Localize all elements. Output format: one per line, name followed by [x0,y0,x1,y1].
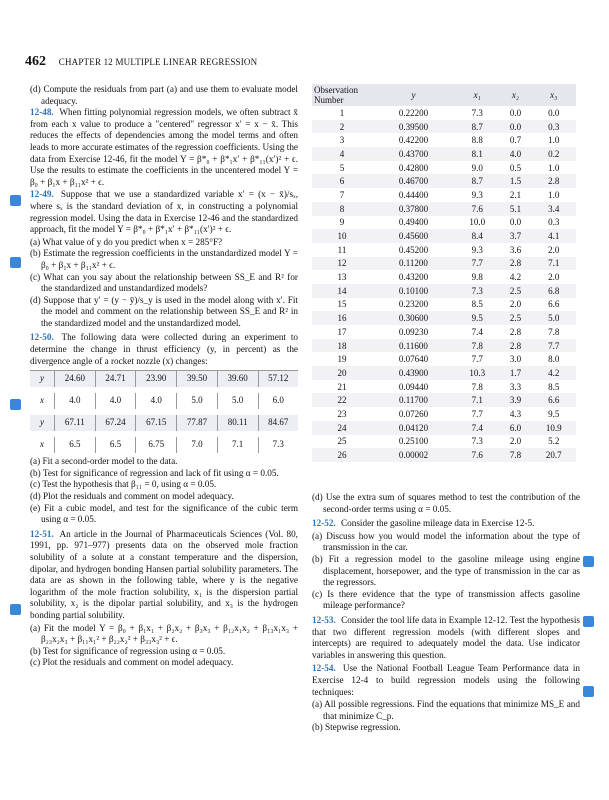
table-cell: 6 [312,174,372,188]
table-cell: 3.9 [500,393,532,407]
table-row [312,270,576,284]
exercise-marker-icon[interactable] [10,399,21,410]
table-cell: 0.42200 [372,133,455,147]
table-cell: 2.8 [500,257,532,271]
table-cell: 7.6 [455,448,500,462]
page-number: 462 [25,54,46,69]
table-row [312,284,576,298]
table-cell: 4.2 [500,270,532,284]
table-row [312,435,576,449]
table-cell: 3.3 [500,380,532,394]
table-cell: 3.4 [531,202,576,216]
table-cell: 9.3 [455,243,500,257]
exercise-marker-icon[interactable] [10,257,21,268]
table-cell: 0.43200 [372,270,455,284]
table-cell: 0.43700 [372,147,455,161]
exercise-item: (b) Test for significance of regression using α = 0.05. [30,645,226,656]
table-row [312,421,576,435]
table-cell: 0.0 [531,106,576,120]
exercise-number: 12-54. [312,663,336,674]
table-cell: 6.0 [258,393,298,409]
table-cell: 8.4 [455,229,500,243]
table-cell: 0.2 [531,147,576,161]
table-cell: 9.8 [455,270,500,284]
exercise-text: Use the National Football League Team Performance data in Exercise 12-4 to build regression models using the following techniques: [312,663,581,697]
table-cell: 7.3 [455,106,500,120]
table-cell: 5.0 [177,393,218,409]
table-row [312,311,576,325]
table-row [312,188,576,202]
exercise-item: (a) Discuss how you would model the information about the type of transmission in the car. [312,530,580,553]
table-cell: 2.8 [500,339,532,353]
exercise-text: The following data were collected during an experiment to determine the change in thrust efficiency (y, in percent) as the divergence angle of a rocket nozzle (x) changes: [30,332,299,366]
table-row [312,298,576,312]
exercise-text: Suppose that we use a standardized variable x′ = (x − x̄)/sₓ, where sₓ is the standard deviation of x, in constructing a polynomial regression model. Using the data in Exercise 12-46 and the standardized approach, fit the model Y = β*₀ + β*₁x′ + β*₁₁(x′)² + ϵ. [30,189,299,235]
table-cell: 11 [312,243,372,257]
table-cell: 3.7 [500,229,532,243]
column-header: Observation Number [312,84,372,106]
table-row [30,415,298,431]
table-cell: 0.46700 [372,174,455,188]
table-cell: 24.71 [95,371,136,388]
column-header: x₁ [455,84,500,106]
column-header: x₃ [531,84,576,106]
exercise-marker-icon[interactable] [10,195,21,206]
table-cell: 14 [312,284,372,298]
table-cell: 6.8 [531,284,576,298]
table-cell: 13 [312,270,372,284]
exercise-item: (b) Stepwise regression. [312,722,401,733]
table-cell: 4.3 [500,407,532,421]
table-cell: 1 [312,106,372,120]
table-row [312,133,576,147]
table-cell: 0.22200 [372,106,455,120]
exercise-12-53 [312,615,580,661]
table-row [312,393,576,407]
table-row [312,243,576,257]
table-cell: 7.8 [455,339,500,353]
left-column [30,84,298,669]
table-cell: 0.11600 [372,339,455,353]
table-cell: 0.11200 [372,257,455,271]
table-row [312,352,576,366]
table-cell: 10.9 [531,421,576,435]
table-cell: 7.8 [531,325,576,339]
table-cell: 19 [312,352,372,366]
table-cell: 23 [312,407,372,421]
exercise-number: 12-52. [312,518,336,529]
table-cell: 77.87 [177,415,218,431]
exercise-item: (c) Plot the residuals and comment on model adequacy. [30,657,234,668]
table-cell: 7.0 [177,437,218,453]
table-cell: 20 [312,366,372,380]
table-cell: 10 [312,229,372,243]
table-cell: 7.3 [455,435,500,449]
table-cell: 7.1 [455,393,500,407]
table-cell: 0.10100 [372,284,455,298]
table-cell: 7.3 [455,284,500,298]
table-cell: 8.0 [531,352,576,366]
table-row [312,174,576,188]
table-cell: 6.5 [95,437,136,453]
table-cell: 0.7 [500,133,532,147]
table-cell: 7.7 [455,257,500,271]
table-cell: 57.12 [258,371,298,388]
table-cell: 39.60 [217,371,258,388]
table-cell: 7.1 [217,437,258,453]
exercise-text: An article in the Journal of Pharmaceuticals Sciences (Vol. 80, 1991, pp. 971–977) presents data on the observed mole fraction solubility of a solute at a constant temperature and the dispersion, dipolar, and hydrogen bonding Hansen partial solubility parameters. The data are as shown in the following table, where y is the negative logarithm of the mole fraction solubility, x₁ is the dispersion partial solubility, x₂ is the dipolar partial solubility, and x₃ is the hydrogen bonding partial solubility. [30,528,298,620]
table-row [312,161,576,175]
table-cell: 5.0 [217,393,258,409]
table-cell: 23.90 [136,371,177,388]
table-cell: 0.30600 [372,311,455,325]
table-row [312,380,576,394]
exercise-number: 12-48. [30,107,54,118]
table-cell: 0.5 [500,161,532,175]
exercise-item: (a) What value of y do you predict when x = 285°F? [30,236,223,247]
table-row [312,339,576,353]
table-cell: 9 [312,216,372,230]
exercise-marker-icon[interactable] [10,604,21,615]
table-cell: y [30,371,55,388]
table-cell: 0.3 [531,120,576,134]
table-cell: 0.07640 [372,352,455,366]
table-cell: 3.0 [500,352,532,366]
solubility-data-table [312,84,576,462]
table-cell: 6.0 [500,421,532,435]
table-cell: 2.0 [531,243,576,257]
table-cell: 2 [312,120,372,134]
table-cell: 5.2 [531,435,576,449]
table-cell: 3.6 [500,243,532,257]
table-cell: 8.8 [455,133,500,147]
table-cell: 0.23200 [372,298,455,312]
table-cell: 6.6 [531,298,576,312]
table-cell: 80.11 [217,415,258,431]
table-cell: 9.5 [455,311,500,325]
table-cell: 8.5 [531,380,576,394]
table-cell: 3 [312,133,372,147]
thrust-data-table [30,370,298,453]
exercise-marker-icon[interactable] [583,686,594,697]
table-row [312,216,576,230]
table-cell: 0.0 [500,120,532,134]
right-column [312,492,580,734]
table-cell: 0.09230 [372,325,455,339]
table-cell: 25 [312,435,372,449]
table-body [312,106,576,462]
table-cell: 0.45200 [372,243,455,257]
table-cell: 4.2 [531,366,576,380]
table-row [312,257,576,271]
exercise-item: (a) Fit a second-order model to the data. [30,456,178,467]
table-cell: 0.09440 [372,380,455,394]
exercise-text: When fitting polynomial regression models, we often subtract x̄ from each x value to produce a "centered" regressor x′ = x − x̄. This reduces the effects of dependencies among the model terms and often leads to more accurate estimates of the regression coefficients. Using the data from Exercise 12-46, fit the model Y = β*₀ + β*₁x′ + β*₁₁(x′)² + ϵ. Use the results to estimate the coefficients in the uncentered model Y = β₀ + β₁x + β₁₁x² + ϵ. [30,107,298,187]
table-cell: 18 [312,339,372,353]
table-cell: 6.5 [55,437,96,453]
table-row [312,229,576,243]
chapter-title: CHAPTER 12 MULTIPLE LINEAR REGRESSION [58,57,258,67]
table-cell: 0.39500 [372,120,455,134]
table-cell: 0.11700 [372,393,455,407]
exercise-item: (a) Fit the model Y = β₀ + β₁x₁ + β₂x₂ + β₃x₃ + β₁₂x₁x₂ + β₁₃x₁x₃ + β₂₃x₂x₃ + β₁₁x₁² + β₂₂x₂² + β₃₃x₃² + ϵ. [30,622,298,645]
table-cell: 7.1 [531,257,576,271]
table-cell: 0.07260 [372,407,455,421]
exercise-number: 12-49. [30,189,54,200]
table-cell: 7.4 [455,421,500,435]
table-row [30,393,298,409]
table-cell: 10.3 [455,366,500,380]
table-cell: 7.7 [455,352,500,366]
exercise-text: Consider the tool life data in Example 12-12. Test the hypothesis that two different regression models (with different slopes and intercepts) are required to adequately model the data. Use indicator variables in answering this question. [312,614,580,660]
table-cell: 4 [312,147,372,161]
table-cell: 5.1 [500,202,532,216]
exercise-marker-icon[interactable] [583,616,594,627]
table-cell: y [30,415,55,431]
exercise-item: (b) Fit a regression model to the gasoline mileage using engine displacement, horsepower, and the type of transmission in the car as the regressors. [312,553,580,588]
table-header-row [312,84,576,106]
exercise-item: (d) Use the extra sum of squares method to test the contribution of the second-order terms using α = 0.05. [312,492,580,514]
exercise-number: 12-53. [312,614,336,625]
exercise-item: (a) All possible regressions. Find the equations that minimize MS_E and that minimize C_p. [312,699,580,721]
table-cell: 0.45600 [372,229,455,243]
table-row [312,120,576,134]
table-cell: 24.60 [55,371,96,388]
column-header: x₂ [500,84,532,106]
table-cell: 1.0 [531,133,576,147]
exercise-12-54 [312,663,580,698]
page-header [25,54,257,70]
table-cell: x [40,395,44,406]
table-cell: 8.5 [455,298,500,312]
exercise-12-49 [30,189,298,235]
table-cell: 2.1 [500,188,532,202]
table-row [312,106,576,120]
table-cell: 0.04120 [372,421,455,435]
table-cell: 67.24 [95,415,136,431]
table-cell: 5 [312,161,372,175]
table-cell: 9.3 [455,188,500,202]
table-cell: 16 [312,311,372,325]
table-cell: 8.1 [455,147,500,161]
table-cell: 20.7 [531,448,576,462]
table-cell: 2.5 [500,311,532,325]
exercise-text: Consider the gasoline mileage data in Exercise 12-5. [341,518,535,529]
exercise-item: (d) Suppose that y′ = (y − ȳ)/s_y is used in the model along with x′. Fit the model and comment on the relationship between SS_E and R² in the standardized model and the unstandardized model. [30,294,298,328]
table-cell: 39.50 [177,371,218,388]
table-row [30,371,298,388]
table-row [312,325,576,339]
table-row [312,407,576,421]
exercise-item: (c) Is there evidence that the type of transmission affects gasoline mileage performance? [312,588,580,611]
exercise-marker-icon[interactable] [583,556,594,567]
table-row [30,437,298,453]
exercise-item: (e) Fit a cubic model, and test for the significance of the cubic term using α = 0.05. [30,502,298,525]
table-cell: 0.42800 [372,161,455,175]
table-cell: 7 [312,188,372,202]
table-cell: 0.00002 [372,448,455,462]
table-cell: 7.6 [455,202,500,216]
table-cell: 1.0 [531,161,576,175]
table-cell: 67.15 [136,415,177,431]
exercise-12-48 [30,107,298,188]
table-cell: 0.3 [531,216,576,230]
table-cell: 6.75 [136,437,177,453]
table-cell: 9.0 [455,161,500,175]
table-cell: 2.8 [500,325,532,339]
exercise-12-52 [312,518,580,530]
table-row [312,366,576,380]
table-cell: 17 [312,325,372,339]
table-cell: 4.0 [500,147,532,161]
exercise-item: (b) Estimate the regression coefficients in the unstandardized model Y = β₀ + β₁x + β₁₁x² + ϵ. [30,248,298,270]
exercise-12-51 [30,529,298,622]
exercise-item: (c) What can you say about the relationship between SS_E and R² for the standardized and unstandardized models? [30,271,298,294]
exercise-12-50 [30,332,298,367]
exercise-number: 12-51. [30,528,54,539]
table-cell: 1.7 [500,366,532,380]
exercise-item: (d) Compute the residuals from part (a) and use them to evaluate model adequacy. [30,84,298,106]
table-row [312,202,576,216]
table-cell: 7.4 [455,325,500,339]
table-cell: 2.0 [531,270,576,284]
table-cell: 0.49400 [372,216,455,230]
table-cell: 5.0 [531,311,576,325]
table-cell: 4.0 [95,393,136,409]
table-cell: 10.0 [455,216,500,230]
table-cell: 2.0 [500,298,532,312]
table-row [312,448,576,462]
table-cell: 9.5 [531,407,576,421]
table-cell: 1.5 [500,174,532,188]
table-cell: 0.44400 [372,188,455,202]
table-cell: 26 [312,448,372,462]
table-cell: 0.25100 [372,435,455,449]
table-cell: 4.1 [531,229,576,243]
exercise-item: (b) Test for significance of regression and lack of fit using α = 0.05. [30,467,279,478]
table-cell: 15 [312,298,372,312]
table-cell: 1.0 [531,188,576,202]
table-cell: 8.7 [455,174,500,188]
table-cell: 7.7 [455,407,500,421]
table-cell: 7.3 [258,437,298,453]
table-cell: 0.37800 [372,202,455,216]
exercise-item: (d) Plot the residuals and comment on model adequacy. [30,491,234,502]
table-cell: 7.8 [500,448,532,462]
table-cell: 0.0 [500,216,532,230]
table-row [312,147,576,161]
table-cell: 84.67 [258,415,298,431]
table-cell: x [40,439,44,450]
table-cell: 0.43900 [372,366,455,380]
table-cell: 7.8 [455,380,500,394]
table-cell: 8.7 [455,120,500,134]
table-cell: 21 [312,380,372,394]
table-cell: 12 [312,257,372,271]
table-cell: 8 [312,202,372,216]
table-cell: 6.6 [531,393,576,407]
table-cell: 4.0 [55,393,96,409]
table-cell: 0.0 [500,106,532,120]
table-cell: 7.7 [531,339,576,353]
table-cell: 24 [312,421,372,435]
table-cell: 2.8 [531,174,576,188]
table-cell: 2.5 [500,284,532,298]
table-cell: 4.0 [136,393,177,409]
table-cell: 22 [312,393,372,407]
table-cell: 67.11 [55,415,96,431]
column-header: y [372,84,455,106]
exercise-item: (c) Test the hypothesis that β₁₁ = 0, using α = 0.05. [30,479,217,490]
exercise-number: 12-50. [30,332,54,343]
table-cell: 2.0 [500,435,532,449]
